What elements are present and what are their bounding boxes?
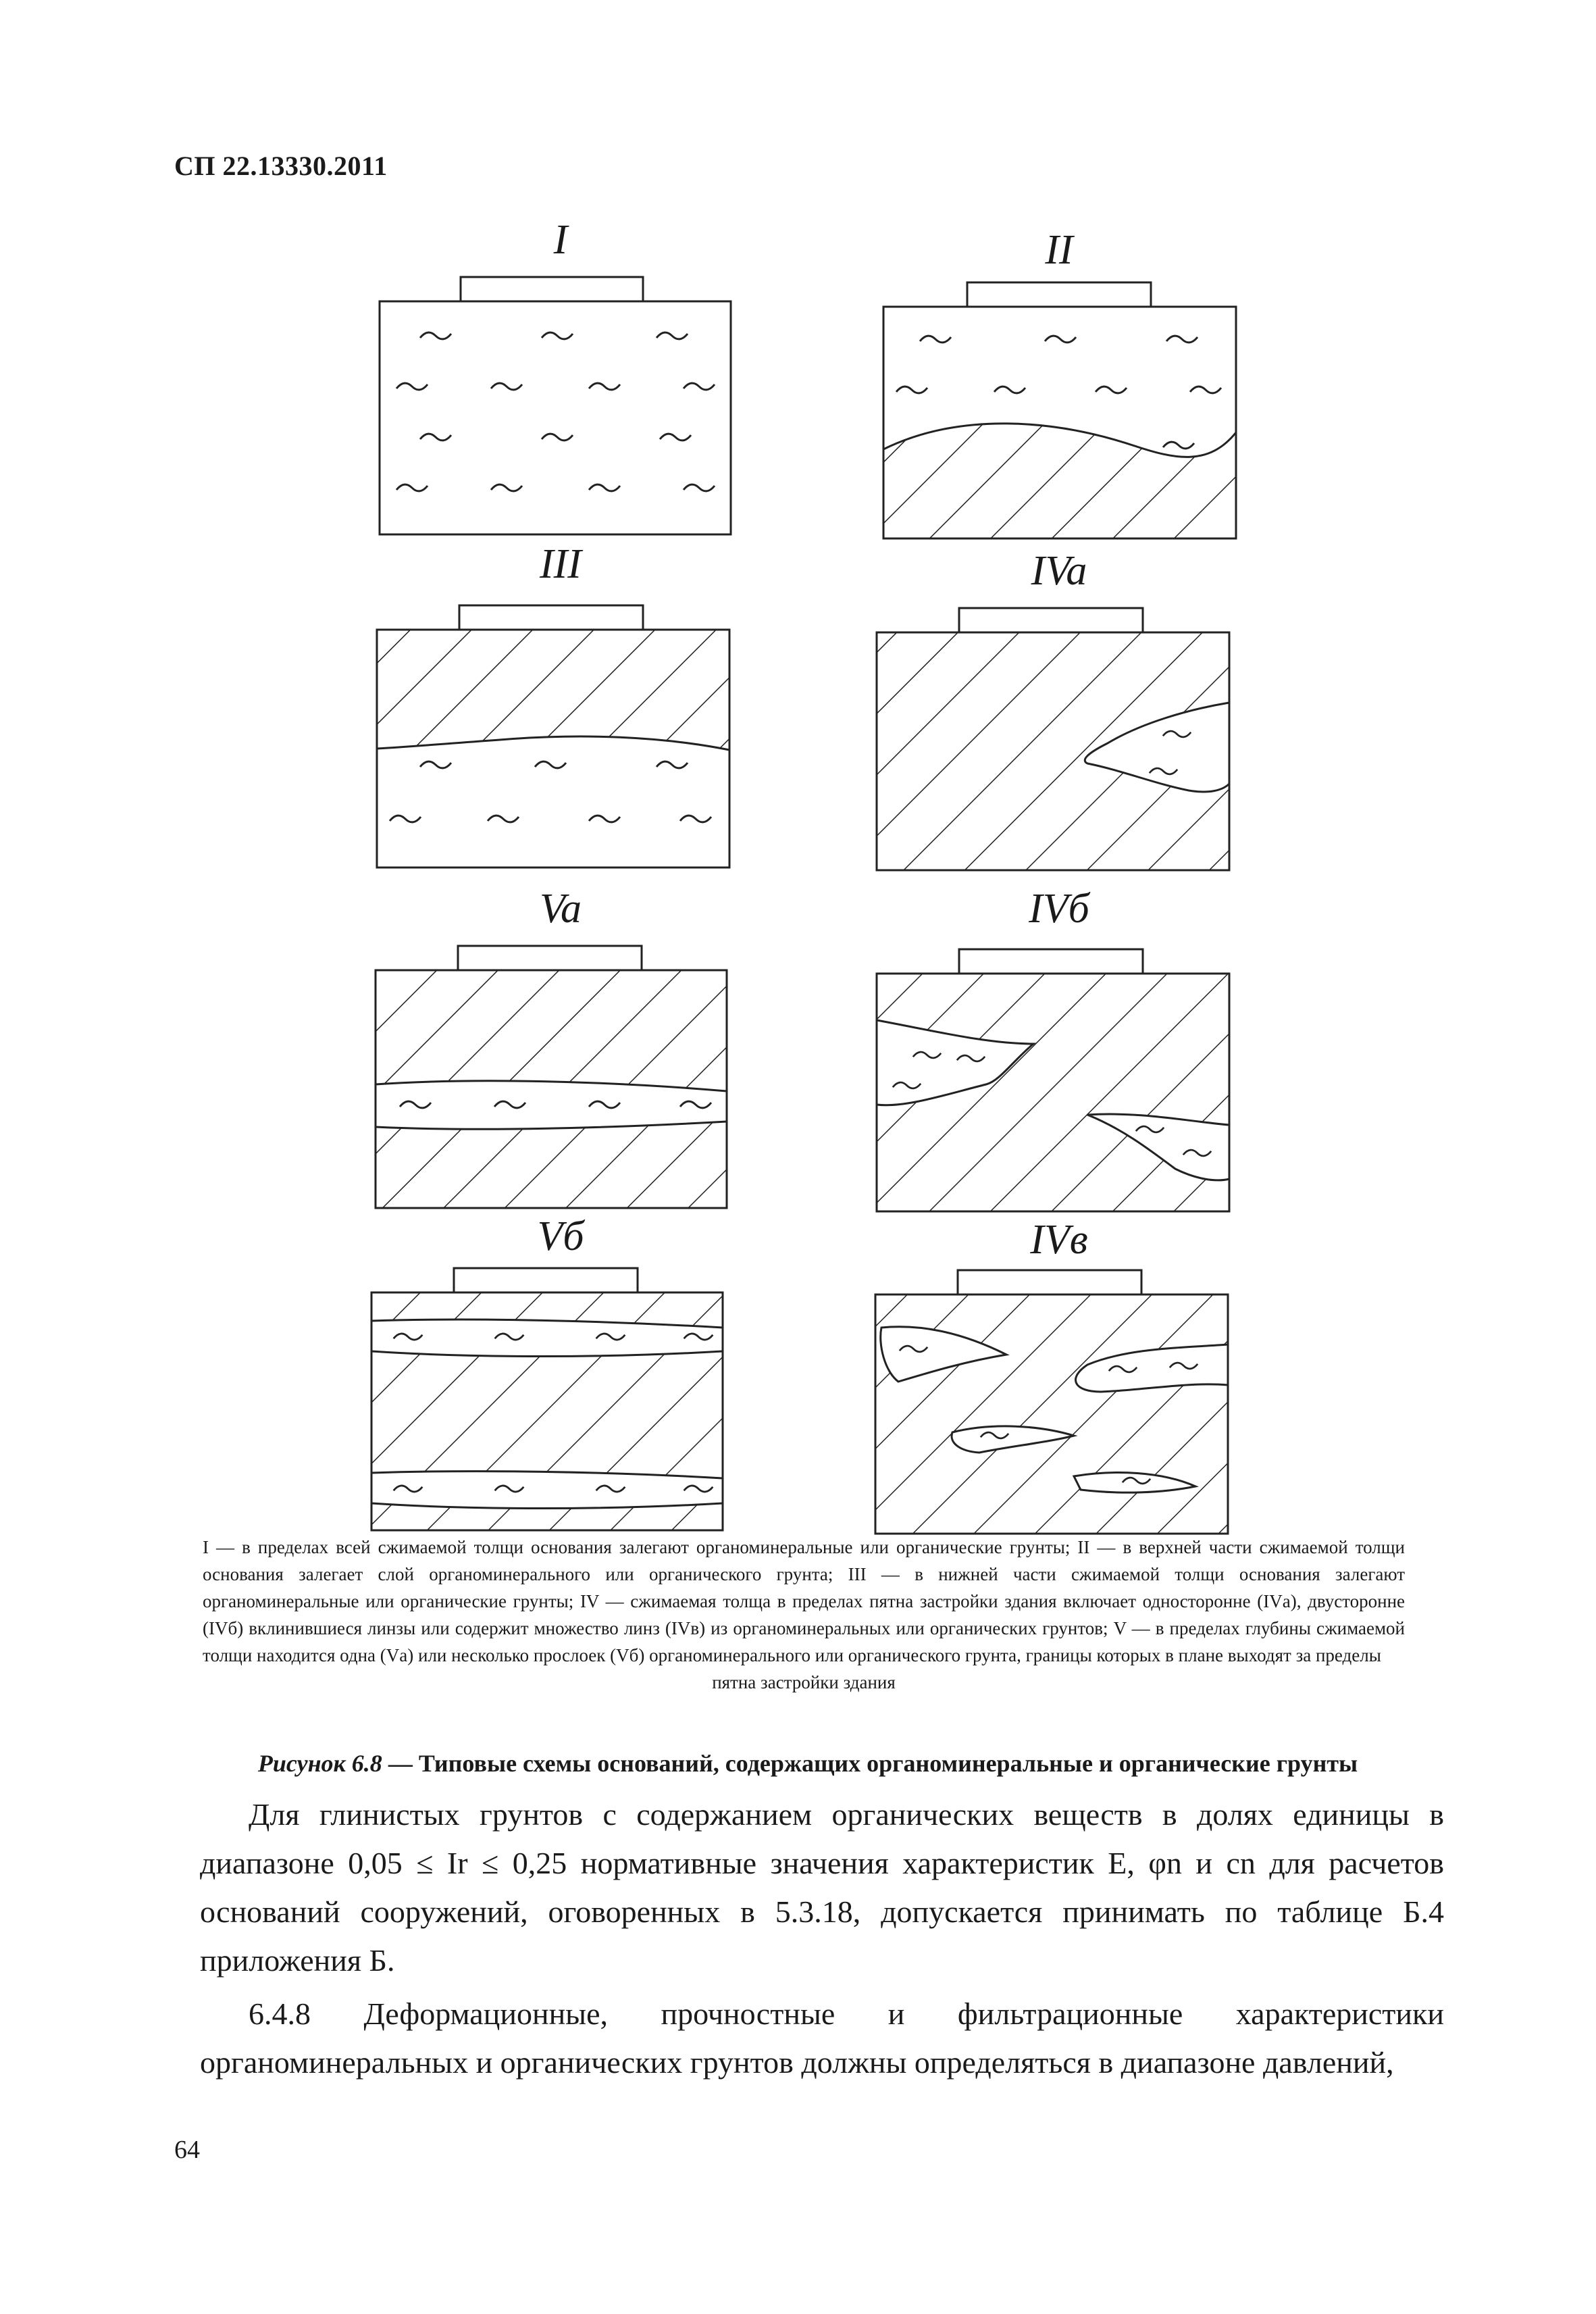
panel-IVv — [875, 1270, 1228, 1534]
caption-text: — Типовые схемы оснований, содержащих органоминеральные и органические грунты — [382, 1750, 1358, 1777]
panel-label-III: III — [540, 541, 582, 587]
legend-text: I — в пределах всей сжимаемой толщи основания залегают органоминеральные или органические грунты; II — в верхней части сжимаемой толщи основания залегает слой органоминерального или органического грунта; III — в нижней части сжимаемой толщи основания залегают органоминеральные или органические грунты; IV — сжимаемая толща в пределах пятна застройки здания включает односторонне (IVа), двусторонне (IVб) вклинившиеся линзы или содержит множество линз (IVв) из органоминеральных или органических грунтов; V — в пределах глубины сжимаемой толщи находится одна (Vа) или несколько прослоек (Vб) органоминерального или органического грунта, границы которых в плане выходят за пределы — [203, 1537, 1405, 1665]
panel-II — [883, 282, 1236, 538]
panel-label-II: II — [1045, 227, 1073, 273]
panel-III — [377, 605, 729, 867]
figure-legend — [203, 1534, 1405, 1696]
page-number: 64 — [174, 2136, 200, 2164]
panel-label-I: I — [553, 217, 568, 263]
body-paragraph-2: 6.4.8 Деформационные, прочностные и фильтрационные характеристики органоминеральных и органических грунтов должны определяться в диапазоне давлений, — [200, 1996, 1444, 2080]
panel-label-IVa: IVa — [1031, 548, 1087, 594]
panel-IVa — [877, 608, 1229, 870]
panel-label-Vb: Vб — [537, 1213, 584, 1259]
panel-Va — [376, 946, 727, 1208]
panel-I — [380, 277, 731, 534]
panel-label-IVb: IVб — [1029, 886, 1089, 932]
figure-caption — [200, 1749, 1416, 1778]
panel-label-Va: Va — [540, 886, 582, 932]
panel-IVb — [877, 949, 1229, 1211]
panel-Vb — [371, 1268, 723, 1530]
legend-last-line: пятна застройки здания — [712, 1672, 896, 1692]
document-code: СП 22.13330.2011 — [174, 151, 388, 181]
caption-prefix: Рисунок 6.8 — [257, 1750, 382, 1777]
panel-label-IVv: IVв — [1030, 1217, 1088, 1263]
body-paragraph-1: Для глинистых грунтов с содержанием органических веществ в долях единицы в диапазоне 0,05 ≤ Ir ≤ 0,25 нормативные значения характеристик E, φn и cn для расчетов оснований сооружений, оговоренных в 5.3.18, допускается принимать по таблице Б.4 приложения Б. — [200, 1797, 1444, 1978]
